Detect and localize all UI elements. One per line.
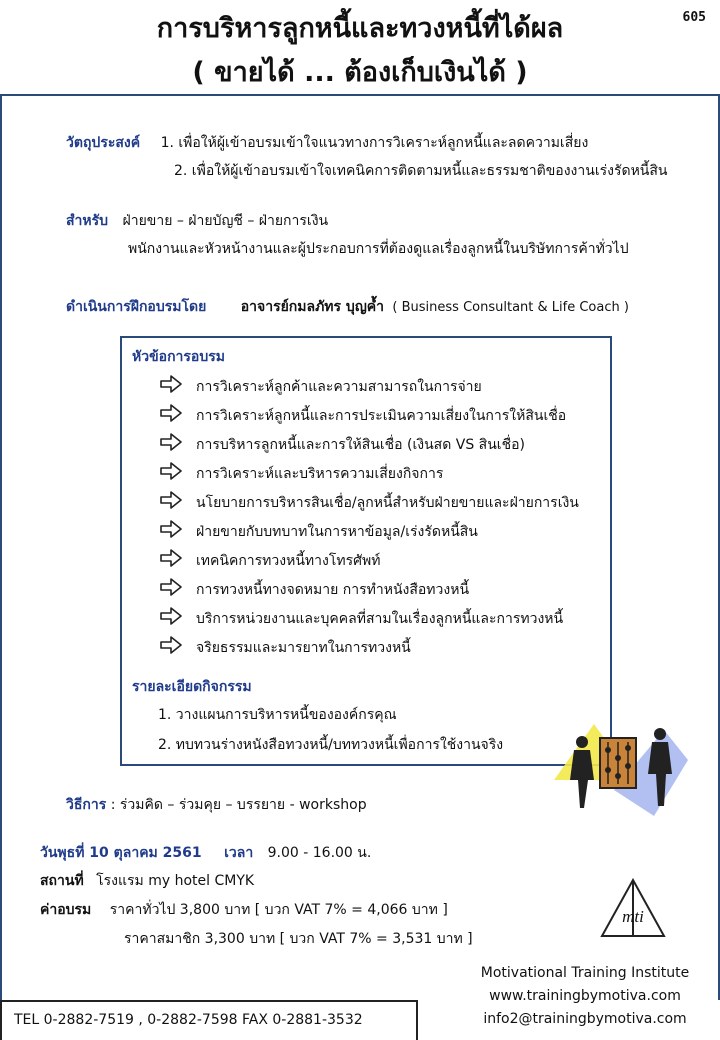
date-label: วันพุธที่ 10 ตุลาคม 2561 (40, 845, 202, 861)
topics-box (120, 336, 612, 766)
method-label: วิธีการ (66, 797, 107, 813)
time-label: เวลา (224, 845, 254, 861)
trainer-label: ดำเนินการฝึกอบรมโดย (66, 299, 207, 315)
trainer-name: อาจารย์กมลภัทร บุญค้ำ (240, 299, 384, 315)
arrow-right-icon (160, 578, 182, 596)
contact-box (0, 1000, 418, 1040)
header (0, 0, 720, 96)
trainer-section (66, 296, 629, 318)
mti-logo-text: mti (622, 907, 644, 926)
institute-email[interactable]: info2@trainingbymotiva.com (483, 1011, 687, 1027)
trainer-title: ( Business Consultant & Life Coach ) (392, 300, 629, 315)
topic-text: เทคนิคการทวงหนี้ทางโทรศัพท์ (196, 553, 381, 569)
audience-line1: ฝ่ายขาย – ฝ่ายบัญชี – ฝ่ายการเงิน (122, 213, 329, 229)
arrow-right-icon (160, 491, 182, 509)
arrow-right-icon (160, 462, 182, 480)
topic-text: บริการหน่วยงานและบุคคลที่สามในเรื่องลูกหนี้และการทวงหนี้ (196, 611, 564, 627)
topic-text: การวิเคราะห์ลูกค้าและความสามารถในการจ่าย (196, 379, 482, 395)
institute-name: Motivational Training Institute (480, 965, 690, 981)
topic-text: จริยธรรมและมารยาทในการทวงหนี้ (196, 640, 411, 656)
topic-text: การทวงหนี้ทางจดหมาย การทำหนังสือทวงหนี้ (196, 582, 470, 598)
page-subtitle: ( ขายได้ ... ต้องเก็บเงินได้ ) (192, 57, 528, 88)
topics-label: หัวข้อการอบรม (132, 349, 225, 365)
venue-value: โรงแรม my hotel CMYK (96, 873, 255, 889)
topic-text: ฝ่ายขายกับบทบาทในการหาข้อมูล/เร่งรัดหนี้สิน (196, 524, 478, 540)
audience-label: สำหรับ (66, 213, 109, 229)
activities-label: รายละเอียดกิจกรรม (132, 679, 252, 695)
fee-label: ค่าอบรม (40, 902, 92, 918)
venue-row (40, 870, 254, 892)
method-section (66, 794, 367, 816)
topic-text: การวิเคราะห์ลูกหนี้และการประเมินความเสี่ยงในการให้สินเชื่อ (196, 408, 567, 424)
topic-text: การบริหารลูกหนี้และการให้สินเชื่อ (เงินสด VS สินเชื่อ) (196, 437, 525, 453)
activity-item: 2. ทบทวนร่างหนังสือทวงหนี้/บททวงหนี้เพื่อการใช้งานจริง (158, 737, 504, 753)
time-value: 9.00 - 16.00 น. (267, 845, 372, 861)
fee-member: ราคาสมาชิก 3,300 บาท [ บวก VAT 7% = 3,531 บาท ] (124, 931, 473, 947)
arrow-right-icon (160, 375, 182, 393)
objectives-section (66, 132, 588, 154)
contact-tel: TEL 0-2882-7519 , 0-2882-7598 FAX 0-2881-3532 (14, 1012, 363, 1028)
arrow-right-icon (160, 520, 182, 538)
objective-item: 1. เพื่อให้ผู้เข้าอบรมเข้าใจแนวทางการวิเคราะห์ลูกหนี้และลดความเสี่ยง (160, 135, 589, 151)
venue-label: สถานที่ (40, 873, 84, 889)
arrow-right-icon (160, 607, 182, 625)
audience-line2: พนักงานและหัวหน้างานและผู้ประกอบการที่ต้องดูแลเรื่องลูกหนี้ในบริษัทการค้าทั่วไป (128, 241, 629, 257)
schedule-date-row (40, 842, 371, 864)
frame-left-border (0, 96, 2, 1000)
arrow-right-icon (160, 404, 182, 422)
page-title: การบริหารลูกหนี้และทวงหนี้ที่ได้ผล (156, 13, 564, 44)
institute-website[interactable]: www.trainingbymotiva.com (489, 988, 681, 1004)
arrow-right-icon (160, 549, 182, 567)
mti-logo-icon (598, 878, 668, 940)
audience-section (66, 210, 328, 232)
method-text: : ร่วมคิด – ร่วมคุย – บรรยาย - workshop (110, 797, 367, 813)
arrow-right-icon (160, 433, 182, 451)
fee-general: ราคาทั่วไป 3,800 บาท [ บวก VAT 7% = 4,066 บาท ] (109, 902, 448, 918)
institute-info (470, 962, 700, 1031)
page-number: 605 (682, 10, 706, 25)
topic-text: นโยบายการบริหารสินเชื่อ/ลูกหนี้สำหรับฝ่ายขายและฝ่ายการเงิน (196, 495, 579, 511)
arrow-right-icon (160, 636, 182, 654)
topic-text: การวิเคราะห์และบริหารความเสี่ยงกิจการ (196, 466, 444, 482)
activity-item: 1. วางแผนการบริหารหนี้ขององค์กรคุณ (158, 707, 397, 723)
business-illustration-icon (554, 720, 688, 816)
fee-row (40, 899, 448, 921)
objectives-label: วัตถุประสงค์ (66, 135, 141, 151)
objective-item: 2. เพื่อให้ผู้เข้าอบรมเข้าใจเทคนิคการติดตามหนี้และธรรมชาติของงานเร่งรัดหนี้สิน (174, 163, 668, 179)
